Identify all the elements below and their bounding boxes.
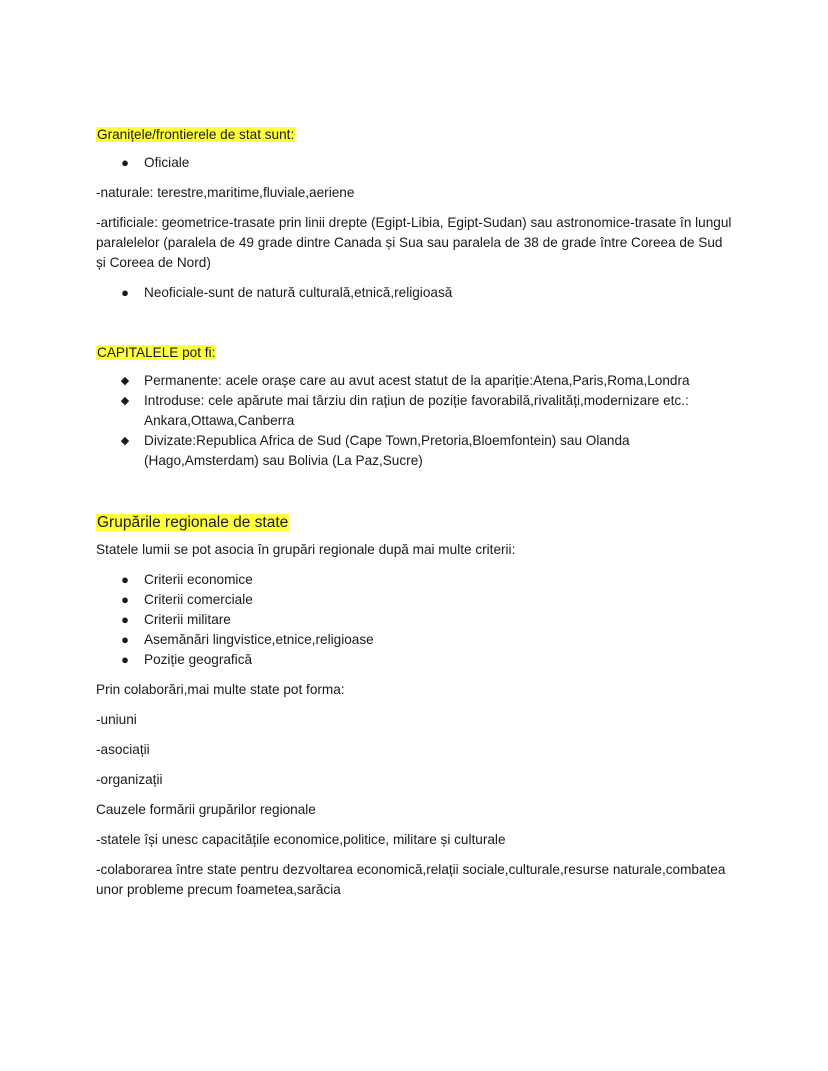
list-item [96, 570, 736, 590]
list-item-text: Poziție geografică [144, 652, 253, 667]
groupings-criteria-list [96, 570, 736, 670]
groupings-cause-collaboration: -colaborarea între state pentru dezvoltarea economică,relații sociale,culturale,resurse naturale,combatea unor probleme precum foametea,sarăcia [96, 862, 726, 897]
list-item [96, 650, 736, 670]
capitals-list [96, 371, 736, 471]
capitals-heading-text: CAPITALELE pot fi: [97, 345, 216, 360]
list-item [96, 431, 736, 471]
list-item [96, 590, 736, 610]
diamond-bullet-icon: ◆ [120, 375, 130, 387]
list-item [96, 283, 736, 303]
groupings-cause-capacities: -statele își unesc capacitățile economice,politice, militare și culturale [96, 832, 506, 847]
borders-unofficial-list [96, 283, 736, 303]
bullet-dot-icon: ● [121, 632, 129, 647]
bullet-dot-icon: ● [121, 285, 129, 300]
borders-heading [96, 125, 736, 145]
list-item-text: Asemănări lingvistice,etnice,religioase [144, 632, 374, 647]
list-item-text: Divizate:Republica Africa de Sud (Cape Town,Pretoria,Bloemfontein) sau Olanda (Hago,Amsterdam) sau Bolivia (La Paz,Sucre) [144, 433, 630, 468]
list-item [96, 610, 736, 630]
diamond-bullet-icon: ◆ [120, 395, 130, 407]
borders-artificial: -artificiale: geometrice-trasate prin linii drepte (Egipt-Libia, Egipt-Sudan) sau astronomice-trasate în lungul paralelelor (paralela de 49 grade dintre Canada și Sua sau paralela de 38 de grade între Coreea de Sud și Coreea de Nord) [96, 215, 732, 270]
groupings-form-unions: -uniuni [96, 712, 137, 727]
borders-official-list [96, 153, 736, 173]
list-item-text: Criterii economice [144, 572, 253, 587]
list-item [96, 630, 736, 650]
groupings-heading [96, 513, 736, 533]
list-item [96, 153, 736, 173]
list-item-text: Introduse: cele apărute mai târziu din rațiun de poziție favorabilă,rivalități,modernizare etc.: Ankara,Ottawa,Canberra [144, 393, 689, 428]
bullet-dot-icon: ● [121, 652, 129, 667]
bullet-dot-icon: ● [121, 572, 129, 587]
bullet-dot-icon: ● [121, 592, 129, 607]
capitals-heading [96, 343, 736, 363]
groupings-heading-text: Grupările regionale de state [97, 514, 289, 531]
document-page [96, 125, 736, 910]
list-item-text: Criterii militare [144, 612, 231, 627]
groupings-form-associations: -asociații [96, 742, 150, 757]
list-item-text: Permanente: acele orașe care au avut acest statut de la apariție:Atena,Paris,Roma,Londra [144, 373, 690, 388]
bullet-dot-icon: ● [121, 155, 129, 170]
list-item-text: Criterii comerciale [144, 592, 253, 607]
diamond-bullet-icon: ◆ [120, 435, 130, 447]
list-item-text: Oficiale [144, 155, 190, 170]
bullet-dot-icon: ● [121, 612, 129, 627]
borders-heading-text: Granițele/frontierele de stat sunt: [97, 127, 295, 142]
groupings-form-organizations: -organizații [96, 772, 163, 787]
list-item [96, 371, 736, 391]
list-item-text: Neoficiale-sunt de natură culturală,etnică,religioasă [144, 285, 453, 300]
groupings-intro: Statele lumii se pot asocia în grupări regionale după mai multe criterii: [96, 542, 516, 557]
groupings-collab-intro: Prin colaborări,mai multe state pot forma: [96, 682, 345, 697]
borders-natural: -naturale: terestre,maritime,fluviale,aeriene [96, 185, 355, 200]
groupings-causes-heading: Cauzele formării grupărilor regionale [96, 802, 316, 817]
list-item [96, 391, 736, 431]
